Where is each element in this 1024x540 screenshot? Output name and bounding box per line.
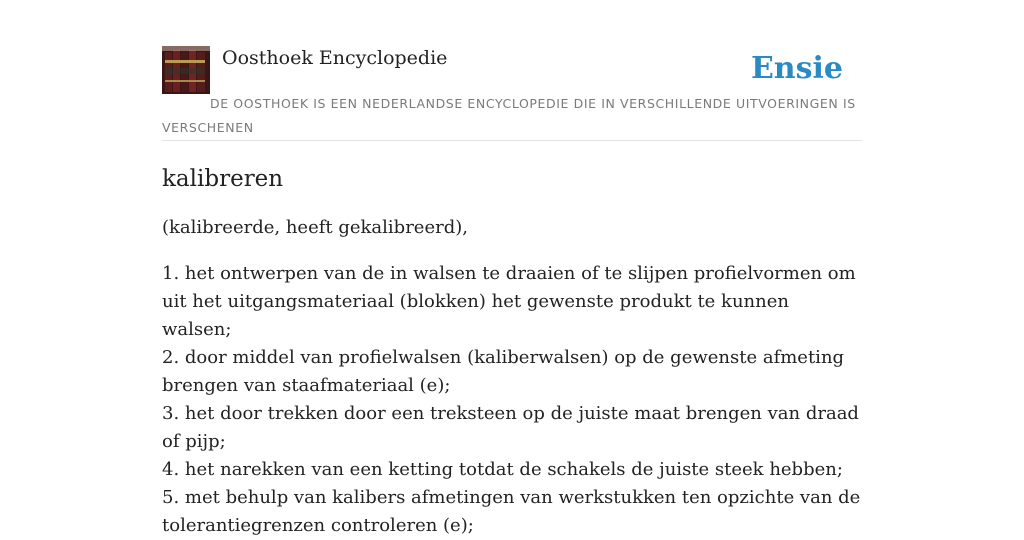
definition-item: 5. met behulp van kalibers afmetingen van werkstukken ten opzichte van de tolerantiegrenzen controleren (e); — [162, 487, 861, 536]
definition-item: 1. het ontwerpen van de in walsen te draaien of te slijpen profielvormen om uit het uitgangsmateriaal (blokken) het gewenste produkt te kunnen walsen; — [162, 263, 856, 340]
definition-item: 3. het door trekken door een treksteen op de juiste maat brengen van draad of pijp; — [162, 403, 859, 452]
definition-list — [162, 260, 862, 540]
article-inflection: (kalibreerde, heeft gekalibreerd), — [162, 217, 468, 238]
encyclopedia-books-icon[interactable] — [162, 46, 210, 94]
article-content — [162, 162, 862, 540]
site-title-link[interactable]: Oosthoek Encyclopedie — [222, 47, 448, 69]
site-header — [162, 46, 862, 141]
article-title: kalibreren — [162, 166, 284, 192]
definition-item: 4. het narekken van een ketting totdat de schakels de juiste steek hebben; — [162, 459, 843, 480]
ensie-logo-link[interactable]: Ensie — [750, 51, 843, 86]
definition-item: 2. door middel van profielwalsen (kaliberwalsen) op de gewenste afmeting brengen van staafmateriaal (e); — [162, 347, 845, 396]
site-tagline: DE OOSTHOEK IS EEN NEDERLANDSE ENCYCLOPEDIE DIE IN VERSCHILLENDE UITVOERINGEN IS VERSCHENEN — [162, 96, 856, 135]
